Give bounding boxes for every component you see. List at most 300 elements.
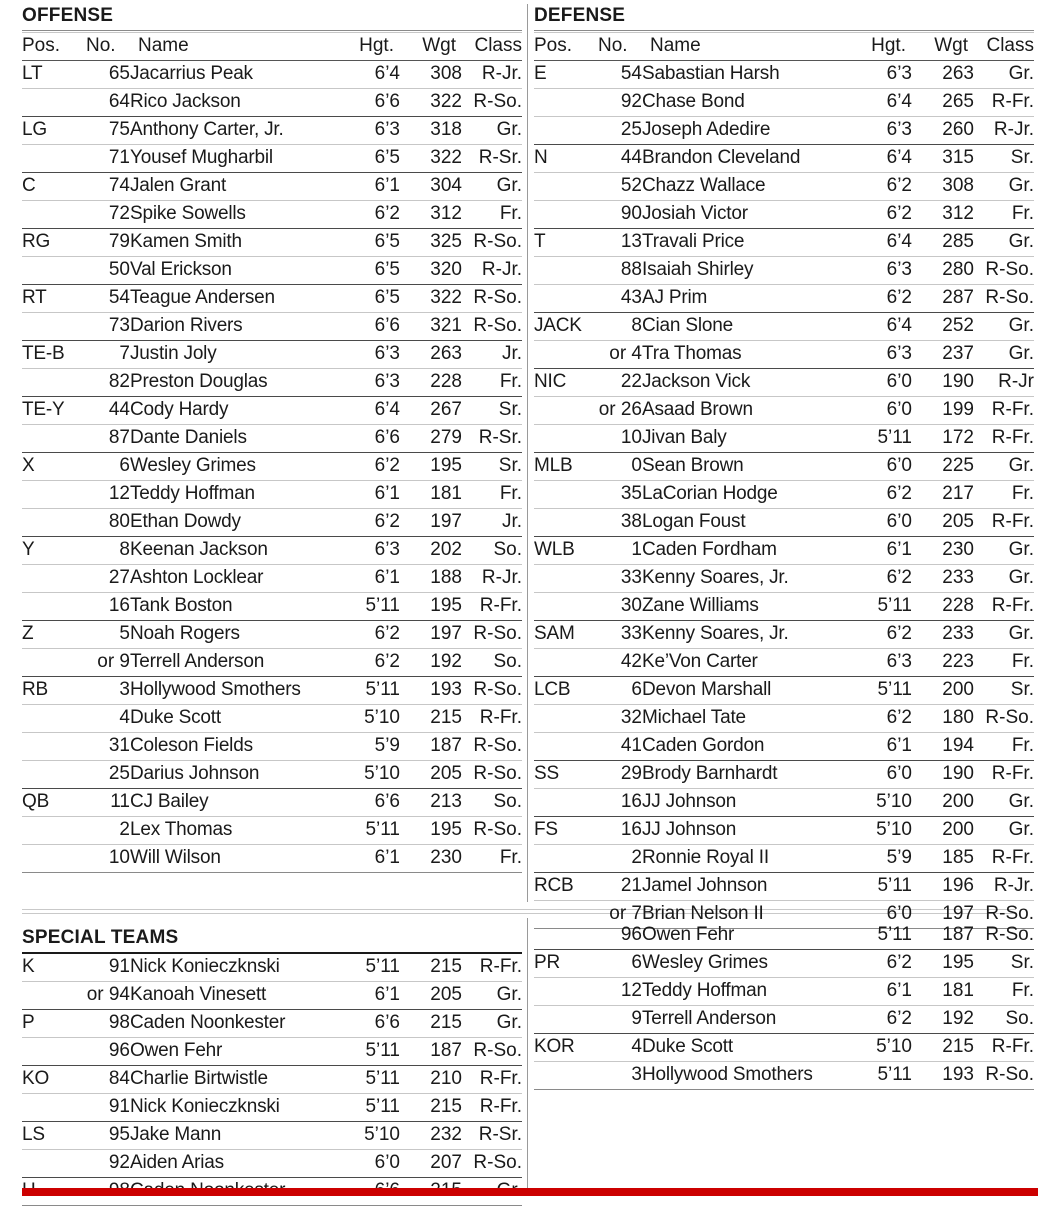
cell-wgt: 187: [400, 733, 462, 761]
cell-hgt: 5’11: [838, 593, 912, 621]
table-row: [534, 61, 1034, 89]
cell-pos: [22, 565, 84, 593]
cell-wgt: 230: [400, 845, 462, 873]
cell-class: R-Jr.: [462, 565, 522, 593]
cell-no: 21: [596, 873, 642, 901]
defense-table-body: [534, 61, 1034, 932]
cell-pos: [22, 733, 84, 761]
cell-hgt: 6’4: [838, 313, 912, 341]
cell-hgt: 6’3: [838, 257, 912, 285]
cell-class: R-Fr.: [974, 761, 1034, 789]
cell-no: 7: [84, 341, 130, 369]
cell-hgt: 5’9: [326, 733, 400, 761]
cell-class: So.: [462, 789, 522, 817]
cell-hgt: 6’2: [326, 621, 400, 649]
cell-wgt: 225: [912, 453, 974, 481]
cell-no: 96: [620, 924, 642, 945]
cell-hgt: 6’3: [838, 649, 912, 677]
cell-no: 22: [596, 369, 642, 397]
cell-wgt: 202: [400, 537, 462, 565]
offense-column: [22, 4, 522, 876]
cell-name: Jivan Baly: [642, 425, 838, 453]
cell-wgt: 200: [912, 789, 974, 817]
cell-wgt: 185: [912, 845, 974, 873]
cell-hgt: 5’10: [326, 1122, 400, 1150]
cell-pos: K: [22, 956, 35, 977]
cell-name: Rico Jackson: [130, 89, 326, 117]
cell-hgt: 5’11: [838, 425, 912, 453]
cell-pos: X: [22, 453, 84, 481]
cell-name: Tank Boston: [130, 593, 326, 621]
cell-pos: [534, 922, 596, 950]
table-row: [22, 89, 522, 117]
cell-name: Ke’Von Carter: [642, 649, 838, 677]
cell-hgt: 6’0: [838, 509, 912, 537]
table-row: [22, 425, 522, 453]
cell-pos: RB: [22, 677, 84, 705]
table-bottom-rule-cell: [534, 1090, 1034, 1093]
cell-class: Gr.: [974, 173, 1034, 201]
cell-pos: [22, 89, 84, 117]
cell-name: Tra Thomas: [642, 341, 838, 369]
table-row: [22, 1038, 522, 1066]
table-row: [534, 733, 1034, 761]
table-row: [22, 649, 522, 677]
cell-wgt: 195: [912, 950, 974, 978]
cell-name: Jamel Johnson: [642, 873, 838, 901]
cell-no: 87: [84, 425, 130, 453]
cell-wgt: 192: [400, 649, 462, 677]
cell-pos: [534, 649, 596, 677]
table-row: [22, 397, 522, 425]
cell-pos: NIC: [534, 369, 596, 397]
cell-no: 38: [596, 509, 642, 537]
cell-no: 52: [596, 173, 642, 201]
header-wgt: Wgt: [400, 33, 462, 61]
special-teams-right-table: [534, 922, 1034, 1093]
table-row: [534, 621, 1034, 649]
cell-name: Nick Konieczknski: [130, 956, 280, 977]
cell-pos: KO: [22, 1066, 84, 1094]
cell-class: Gr.: [462, 982, 522, 1010]
cell-pos: FS: [534, 817, 596, 845]
cell-class: Gr.: [974, 341, 1034, 369]
cell-no: 92: [84, 1150, 130, 1178]
offense-heading: OFFENSE: [22, 5, 114, 26]
cell-class: R-Fr.: [974, 397, 1034, 425]
cell-wgt: 232: [400, 1122, 462, 1150]
cell-class: R-Sr.: [462, 425, 522, 453]
cell-hgt: 5’11: [326, 1094, 400, 1122]
cell-no: 30: [596, 593, 642, 621]
cell-no: 3: [84, 677, 130, 705]
cell-no: 8: [596, 313, 642, 341]
cell-hgt: 5’10: [838, 1034, 912, 1062]
table-row: [22, 229, 522, 257]
cell-hgt: 5’11: [877, 924, 912, 945]
cell-pos: WLB: [534, 537, 596, 565]
cell-no: 6: [596, 950, 642, 978]
cell-wgt: 199: [912, 397, 974, 425]
header-class: Class: [462, 33, 522, 61]
table-row: [534, 173, 1034, 201]
table-row: [22, 145, 522, 173]
cell-class: R-So.: [462, 89, 522, 117]
cell-class: Gr.: [462, 1010, 522, 1038]
cell-hgt: 6’2: [838, 950, 912, 978]
cell-hgt: 6’0: [838, 761, 912, 789]
table-row: [22, 313, 522, 341]
cell-hgt: 6’4: [838, 89, 912, 117]
cell-no: 72: [84, 201, 130, 229]
cell-pos: [534, 425, 596, 453]
cell-pos: C: [22, 173, 84, 201]
table-row: [534, 537, 1034, 565]
header-name: Name: [642, 33, 838, 61]
table-row: [534, 565, 1034, 593]
cell-name: Jacarrius Peak: [130, 63, 253, 84]
table-row: [534, 425, 1034, 453]
cell-pos: [534, 705, 596, 733]
cell-pos: KOR: [534, 1034, 596, 1062]
table-row: [22, 1010, 522, 1038]
cell-pos: [534, 257, 596, 285]
table-row: [534, 845, 1034, 873]
cell-no: 5: [84, 621, 130, 649]
cell-class: R-Fr.: [974, 593, 1034, 621]
cell-hgt: 5’11: [838, 1062, 912, 1090]
cell-class: Gr.: [974, 789, 1034, 817]
cell-hgt: 6’3: [326, 537, 400, 565]
cell-class: R-Sr.: [462, 145, 522, 173]
table-row: [22, 565, 522, 593]
table-row: [534, 873, 1034, 901]
cell-no: or 4: [596, 341, 642, 369]
cell-no: 35: [596, 481, 642, 509]
cell-name: Ashton Locklear: [130, 565, 326, 593]
cell-pos: [534, 509, 596, 537]
cell-hgt: 6’4: [838, 229, 912, 257]
cell-hgt: 6’2: [838, 201, 912, 229]
defense-heading: DEFENSE: [534, 5, 626, 26]
cell-hgt: 6’2: [838, 565, 912, 593]
cell-class: R-So.: [462, 817, 522, 845]
table-row: [22, 285, 522, 313]
table-row: [534, 922, 1034, 950]
cell-no: 96: [84, 1038, 130, 1066]
cell-name: Duke Scott: [642, 1034, 838, 1062]
bottom-accent-bar: [0, 1186, 1038, 1198]
cell-class: Gr.: [974, 621, 1034, 649]
special-teams-left-table: [22, 954, 522, 1209]
cell-name: Kamen Smith: [130, 229, 326, 257]
cell-class: Fr.: [974, 733, 1034, 761]
cell-wgt: 187: [942, 924, 974, 945]
cell-wgt: 188: [400, 565, 462, 593]
cell-wgt: 304: [400, 173, 462, 201]
cell-name: Caden Gordon: [642, 733, 838, 761]
cell-pos: [22, 817, 84, 845]
cell-name: Owen Fehr: [130, 1038, 326, 1066]
cell-wgt: 267: [400, 397, 462, 425]
cell-pos: SAM: [534, 621, 596, 649]
cell-class: Sr.: [974, 677, 1034, 705]
cell-name: Caden Noonkester: [130, 1010, 326, 1038]
header-hgt: Hgt.: [326, 33, 400, 61]
cell-wgt: 172: [912, 425, 974, 453]
cell-name: Justin Joly: [130, 341, 326, 369]
cell-wgt: 215: [400, 1094, 462, 1122]
cell-no: 44: [84, 397, 130, 425]
cell-class: R-Fr.: [974, 845, 1034, 873]
cell-pos: PR: [534, 950, 596, 978]
cell-wgt: 237: [912, 341, 974, 369]
cell-class: R-Fr.: [974, 509, 1034, 537]
cell-wgt: 215: [912, 1034, 974, 1062]
cell-no: 91: [108, 956, 130, 977]
cell-no: 91: [84, 1094, 130, 1122]
cell-class: Fr.: [974, 649, 1034, 677]
cell-wgt: 279: [400, 425, 462, 453]
table-row: [22, 509, 522, 537]
cell-class: So.: [462, 649, 522, 677]
cell-hgt: 6’4: [838, 145, 912, 173]
cell-class: Fr.: [462, 369, 522, 397]
cell-hgt: 6’1: [838, 733, 912, 761]
cell-no: 75: [84, 117, 130, 145]
cell-hgt: 5’9: [838, 845, 912, 873]
cell-hgt: 6’6: [326, 89, 400, 117]
cell-wgt: 233: [912, 565, 974, 593]
cell-hgt: 6’0: [838, 453, 912, 481]
cell-wgt: 312: [400, 201, 462, 229]
cell-hgt: 6’2: [838, 173, 912, 201]
cell-hgt: 6’0: [838, 369, 912, 397]
cell-name: Michael Tate: [642, 705, 838, 733]
table-row: [534, 978, 1034, 1006]
cell-wgt: 200: [912, 817, 974, 845]
cell-name: Teague Andersen: [130, 285, 326, 313]
cell-pos: E: [534, 63, 547, 84]
cell-no: 80: [84, 509, 130, 537]
table-row: [22, 341, 522, 369]
table-row: [22, 369, 522, 397]
table-row: [22, 257, 522, 285]
table-row: [534, 89, 1034, 117]
cell-wgt: 196: [912, 873, 974, 901]
cell-hgt: 5’11: [326, 1066, 400, 1094]
cell-hgt: 5’11: [838, 873, 912, 901]
cell-no: or 9: [84, 649, 130, 677]
cell-no: 1: [596, 537, 642, 565]
cell-class: R-Jr.: [974, 117, 1034, 145]
cell-name: Josiah Victor: [642, 201, 838, 229]
cell-class: Fr.: [462, 201, 522, 229]
cell-pos: T: [534, 229, 596, 257]
cell-hgt: 6’3: [886, 63, 912, 84]
special-teams-heading-wrap: [22, 922, 522, 954]
cell-class: Gr.: [974, 453, 1034, 481]
cell-hgt: 5’11: [326, 677, 400, 705]
cell-wgt: 320: [400, 257, 462, 285]
cell-class: Gr.: [974, 229, 1034, 257]
cell-name: Coleson Fields: [130, 733, 326, 761]
cell-wgt: 190: [912, 369, 974, 397]
cell-no: 95: [84, 1122, 130, 1150]
table-row: [22, 173, 522, 201]
cell-no: 16: [84, 593, 130, 621]
cell-hgt: 6’3: [326, 117, 400, 145]
cell-no: 13: [596, 229, 642, 257]
cell-no: 29: [596, 761, 642, 789]
cell-name: Brian Nelson II: [642, 901, 838, 929]
cell-pos: [22, 1038, 84, 1066]
cell-class: R-So.: [462, 313, 522, 341]
cell-pos: [534, 89, 596, 117]
cell-name: Caden Fordham: [642, 537, 838, 565]
cell-pos: LT: [22, 63, 43, 84]
cell-pos: [22, 761, 84, 789]
table-row: [22, 817, 522, 845]
cell-wgt: 308: [430, 63, 462, 84]
cell-name: Keenan Jackson: [130, 537, 326, 565]
cell-pos: [22, 1150, 84, 1178]
cell-class: R-Jr.: [481, 63, 522, 84]
table-row: [534, 341, 1034, 369]
cell-no: 4: [596, 1034, 642, 1062]
cell-no: 54: [620, 63, 642, 84]
table-row: [534, 593, 1034, 621]
cell-hgt: 6’5: [326, 145, 400, 173]
cell-pos: [22, 201, 84, 229]
cell-pos: LS: [22, 1122, 84, 1150]
cell-name: Chazz Wallace: [642, 173, 838, 201]
cell-wgt: 321: [400, 313, 462, 341]
cell-no: 31: [84, 733, 130, 761]
cell-pos: [534, 201, 596, 229]
cell-name: Darion Rivers: [130, 313, 326, 341]
table-row: [22, 954, 522, 982]
cell-name: Sabastian Harsh: [642, 63, 780, 84]
cell-no: 6: [596, 677, 642, 705]
cell-no: 79: [84, 229, 130, 257]
cell-wgt: 215: [400, 1010, 462, 1038]
cell-no: 8: [84, 537, 130, 565]
cell-class: R-So.: [462, 677, 522, 705]
cell-no: 10: [84, 845, 130, 873]
cell-no: 33: [596, 565, 642, 593]
cell-name: Wesley Grimes: [130, 453, 326, 481]
cell-class: Gr.: [462, 117, 522, 145]
cell-wgt: 223: [912, 649, 974, 677]
cell-name: Zane Williams: [642, 593, 838, 621]
cell-class: R-Fr.: [974, 89, 1034, 117]
cell-no: 11: [84, 789, 130, 817]
cell-name: Yousef Mugharbil: [130, 145, 326, 173]
cell-hgt: 6’2: [838, 481, 912, 509]
cell-wgt: 322: [400, 145, 462, 173]
cell-no: 9: [596, 1006, 642, 1034]
cell-class: So.: [462, 537, 522, 565]
cell-wgt: 197: [400, 621, 462, 649]
header-class: Class: [974, 33, 1034, 61]
table-row: [534, 950, 1034, 978]
cell-class: Gr.: [1008, 63, 1034, 84]
cell-pos: RT: [22, 285, 84, 313]
special-teams-right-column: [534, 922, 1034, 1093]
cell-pos: [22, 705, 84, 733]
cell-wgt: 215: [430, 956, 462, 977]
cell-class: Gr.: [974, 817, 1034, 845]
cell-no: 43: [596, 285, 642, 313]
cell-class: R-So.: [974, 257, 1034, 285]
cell-class: R-Fr.: [462, 1066, 522, 1094]
cell-wgt: 285: [912, 229, 974, 257]
cell-name: CJ Bailey: [130, 789, 326, 817]
cell-wgt: 205: [400, 982, 462, 1010]
table-row: [22, 61, 522, 89]
cell-hgt: 6’1: [838, 978, 912, 1006]
cell-wgt: 228: [912, 593, 974, 621]
cell-wgt: 180: [912, 705, 974, 733]
cell-wgt: 195: [400, 593, 462, 621]
cell-hgt: 5’11: [326, 817, 400, 845]
cell-name: JJ Johnson: [642, 789, 838, 817]
cell-wgt: 200: [912, 677, 974, 705]
cell-pos: RCB: [534, 873, 596, 901]
header-wgt: Wgt: [912, 33, 974, 61]
cell-wgt: 197: [400, 509, 462, 537]
cell-hgt: 5’10: [838, 817, 912, 845]
table-row: [22, 1066, 522, 1094]
cell-class: Fr.: [974, 201, 1034, 229]
cell-class: Gr.: [974, 537, 1034, 565]
cell-class: R-Fr.: [479, 956, 522, 977]
header-no: No.: [84, 33, 130, 61]
cell-name: Cody Hardy: [130, 397, 326, 425]
cell-pos: JACK: [534, 313, 596, 341]
cell-no: 92: [596, 89, 642, 117]
cell-name: Brandon Cleveland: [642, 145, 838, 173]
cell-class: Gr.: [462, 173, 522, 201]
cell-hgt: 6’6: [326, 313, 400, 341]
cell-no: 6: [84, 453, 130, 481]
table-bottom-rule: [22, 873, 522, 876]
cell-name: Kenny Soares, Jr.: [642, 565, 838, 593]
cell-pos: LCB: [534, 677, 596, 705]
cell-no: 33: [596, 621, 642, 649]
cell-name: Travali Price: [642, 229, 838, 257]
cell-pos: MLB: [534, 453, 596, 481]
cell-name: Darius Johnson: [130, 761, 326, 789]
cell-pos: [22, 509, 84, 537]
cell-wgt: 263: [400, 341, 462, 369]
cell-class: R-Fr.: [974, 425, 1034, 453]
cell-pos: [534, 733, 596, 761]
cell-class: R-So.: [462, 1150, 522, 1178]
cell-name: Jake Mann: [130, 1122, 326, 1150]
table-row: [22, 677, 522, 705]
table-row: [534, 397, 1034, 425]
cell-name: Aiden Arias: [130, 1150, 326, 1178]
cell-name: Chase Bond: [642, 89, 838, 117]
cell-wgt: 213: [400, 789, 462, 817]
cell-name: Kenny Soares, Jr.: [642, 621, 838, 649]
cell-wgt: 194: [912, 733, 974, 761]
cell-class: Fr.: [974, 978, 1034, 1006]
table-bottom-rule-cell: [22, 873, 522, 876]
cell-pos: [22, 313, 84, 341]
